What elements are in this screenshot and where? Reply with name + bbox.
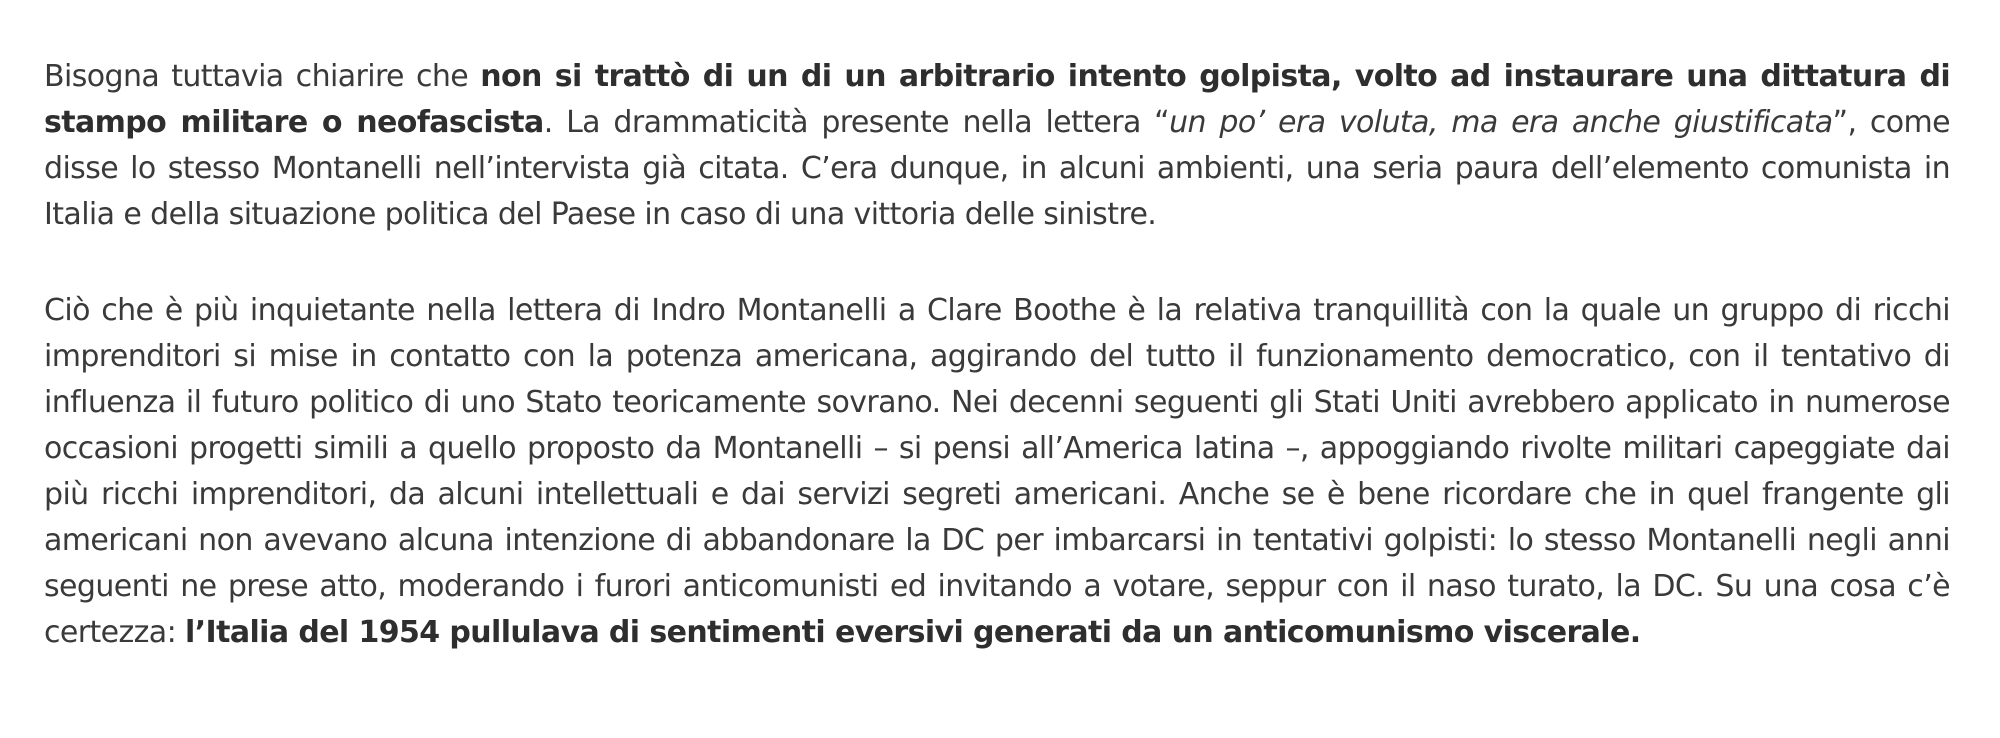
paragraph-1-text-c: ”, come disse lo stesso Montanelli nell’intervista già citata. C’era dunque, in alcuni ambienti, una seria paura dell’elemento comunista in Italia e della situazione politica del Paese in caso di una vittoria delle sinistre. [44, 105, 1951, 232]
paragraph-1-italic-quote: un po’ era voluta, ma era anche giustificata [1169, 105, 1833, 140]
article-body [44, 54, 1950, 656]
paragraph-1-text-b: . La drammaticità presente nella lettera “ [543, 105, 1170, 140]
paragraph-1 [44, 54, 1950, 238]
paragraph-2-bold-conclusion: l’Italia del 1954 pullulava di sentimenti eversivi generati da un anticomunismo viscerale. [185, 615, 1641, 650]
paragraph-1-text-a: Bisogna tuttavia chiarire che [44, 59, 481, 94]
paragraph-2-text-a: Ciò che è più inquietante nella lettera di Indro Montanelli a Clare Boothe è la relativa tranquillità con la quale un gruppo di ricchi imprenditori si mise in contatto con la potenza americana, aggirando del tutto il funzionamento democratico, con il tentativo di influenza il futuro politico di uno Stato teoricamente sovrano. Nei decenni seguenti gli Stati Uniti avrebbero applicato in numerose occasioni progetti simili a quello proposto da Montanelli – si pensi all’America latina –, appoggiando rivolte militari capeggiate dai più ricchi imprenditori, da alcuni intellettuali e dai servizi segreti americani. Anche se è bene ricordare che in quel frangente gli americani non avevano alcuna intenzione di abbandonare la DC per imbarcarsi in tentativi golpisti: lo stesso Montanelli negli anni seguenti ne prese atto, moderando i furori anticomunisti ed invitando a votare, seppur con il naso turato, la DC. Su una cosa c’è certezza: [44, 293, 1950, 650]
paragraph-1-bold-statement: non si trattò di un di un arbitrario intento golpista, volto ad instaurare una dittatura di stampo militare o neofascista [44, 59, 1950, 140]
paragraph-2 [44, 288, 1950, 656]
